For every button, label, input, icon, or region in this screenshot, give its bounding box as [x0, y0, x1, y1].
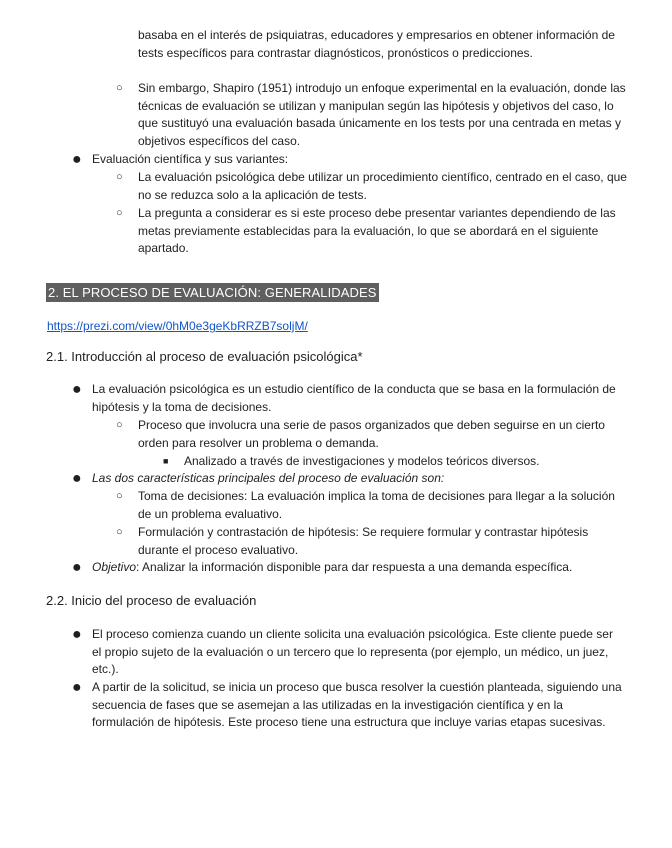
prezi-link[interactable]: https://prezi.com/view/0hM0e3geKbRRZB7soljM/ [47, 319, 308, 333]
hollow-bullet-icon: ○ [116, 419, 123, 431]
list-item-hypotheses: Formulación y contrastación de hipótesis: Se requiere formular y contrastar hipótesis durante el proceso evaluativo. [138, 525, 589, 557]
list-item-sci-sub2: La pregunta a considerar es si este proceso debe presentar variantes dependiendo de las metas previamente establecidas para la evaluación, lo que se abordará en el siguiente apartado. [138, 206, 616, 255]
filled-bullet-icon: ● [72, 381, 82, 398]
list-item-definition: La evaluación psicológica es un estudio científico de la conducta que se basa en la formulación de hipótesis y la toma de decisiones. [92, 382, 616, 414]
filled-bullet-icon: ● [72, 679, 82, 696]
subsection-title-2-1: 2.1. Introducción al proceso de evaluación psicológica* [46, 349, 363, 364]
list-item-shapiro: Sin embargo, Shapiro (1951) introdujo un enfoque experimental en la evaluación, donde las técnicas de evaluación se utilizan y manipulan según las hipótesis y objetivos del caso, lo que sustituyó una evaluación basada únicamente en los tests por una centrada en metas y objetivos específicos del caso. [138, 81, 626, 148]
section-heading: 2. EL PROCESO DE EVALUACIÓN: GENERALIDADES [48, 285, 377, 300]
filled-bullet-icon: ● [72, 151, 82, 168]
list-item-scientific: Evaluación científica y sus variantes: [92, 152, 289, 166]
hollow-bullet-icon: ○ [116, 526, 123, 538]
list-item-objective [92, 559, 622, 577]
hollow-bullet-icon: ○ [116, 82, 123, 94]
filled-bullet-icon: ● [72, 559, 82, 576]
hollow-bullet-icon: ○ [116, 171, 123, 183]
list-item-process-start: A partir de la solicitud, se inicia un proceso que busca resolver la cuestión planteada, siguiendo una secuencia de fases que se asemejan a las utilizadas en la investigación científica y en la formulación de hipótesis. Este proceso tiene una estructura que incluye varias etapas sucesivas. [92, 680, 622, 729]
list-item-characteristics: Las dos características principales del proceso de evaluación son: [92, 471, 445, 485]
subsection-title-2-2: 2.2. Inicio del proceso de evaluación [46, 593, 257, 608]
list-item-client-request: El proceso comienza cuando un cliente solicita una evaluación psicológica. Este cliente puede ser el propio sujeto de la evaluación o un tercero que lo representa (por ejemplo, un médico, un juez, etc.). [92, 627, 613, 676]
hollow-bullet-icon: ○ [116, 490, 123, 502]
list-item-continuation: basaba en el interés de psiquiatras, educadores y empresarios en obtener información de tests específicos para contrastar diagnósticos, pronósticos o predicciones. [138, 28, 615, 60]
hollow-bullet-icon: ○ [116, 207, 123, 219]
objective-label: Objetivo [92, 560, 137, 574]
list-item-process: Proceso que involucra una serie de pasos organizados que deben seguirse en un cierto orden para resolver un problema o demanda. [138, 418, 605, 450]
list-item-sci-sub1: La evaluación psicológica debe utilizar un procedimiento científico, centrado en el caso, que no se reduzca solo a la aplicación de tests. [138, 170, 627, 202]
list-item-decisions: Toma de decisiones: La evaluación implica la toma de decisiones para llegar a la solución de un problema evaluativo. [138, 489, 615, 521]
square-bullet-icon: ■ [163, 456, 169, 466]
list-item-analyzed: Analizado a través de investigaciones y modelos teóricos diversos. [184, 454, 540, 468]
objective-text: : Analizar la información disponible para dar respuesta a una demanda específica. [136, 560, 573, 574]
filled-bullet-icon: ● [72, 470, 82, 487]
filled-bullet-icon: ● [72, 626, 82, 643]
